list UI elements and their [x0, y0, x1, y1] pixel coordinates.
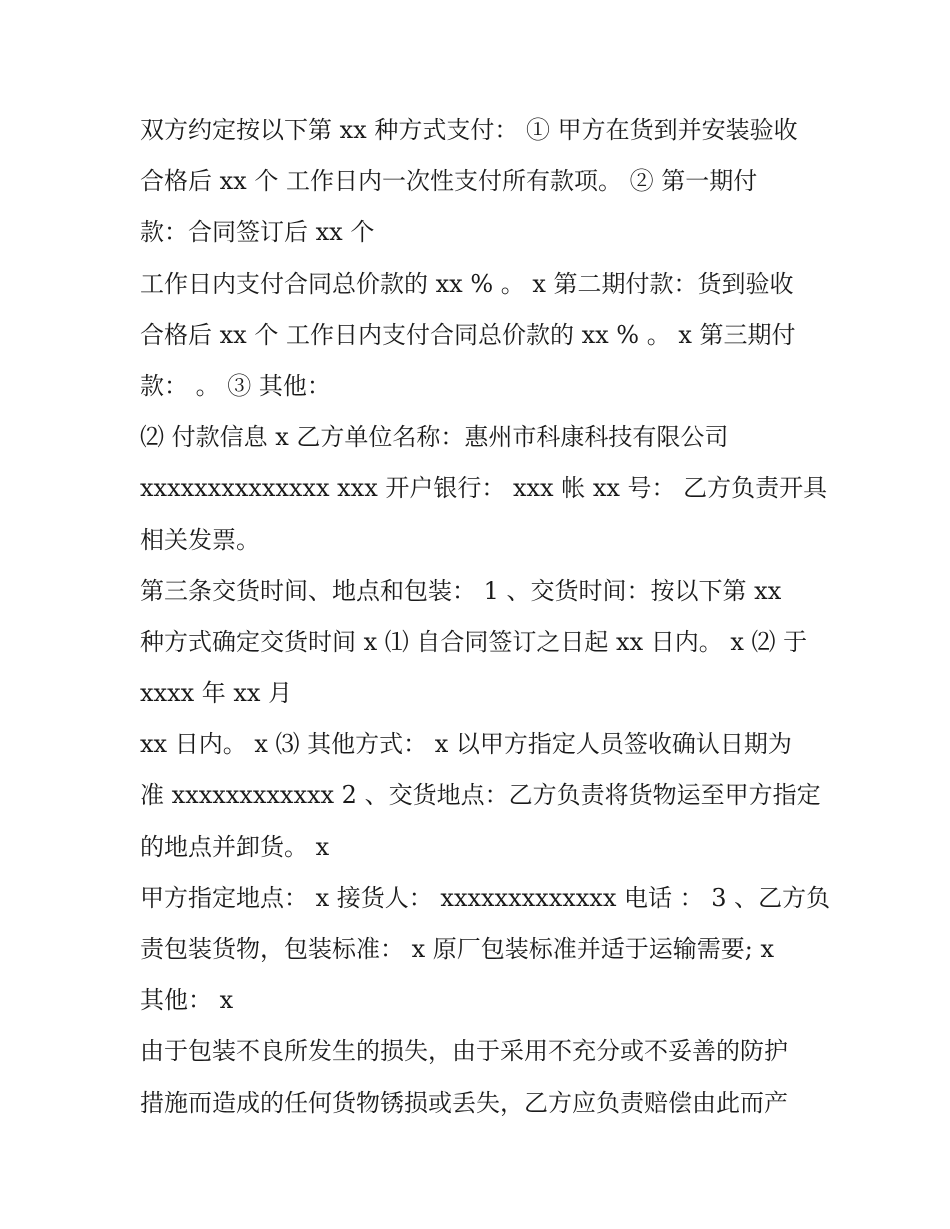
contract-text	[140, 105, 830, 1129]
text-line: 款： 。 ③ 其他：	[140, 371, 331, 400]
text-line: 工作日内支付合同总价款的 xx % 。 x 第二期付款：货到验收	[140, 269, 794, 298]
text-line: 合格后 xx 个 工作日内一次性支付所有款项。 ② 第一期付	[140, 167, 758, 196]
text-line: 准 xxxxxxxxxxxx 2 、交货地点：乙方负责将货物运至甲方指定	[140, 781, 821, 810]
text-line: 其他： x	[140, 986, 234, 1015]
text-line: 的地点并卸货。 x	[140, 832, 330, 861]
text-line: 双方约定按以下第 xx 种方式支付： ① 甲方在货到并安装验收	[140, 116, 798, 144]
text-line: 第三条交货时间、地点和包装： 1 、交货时间：按以下第 xx	[140, 576, 782, 605]
text-line: 相关发票。	[140, 525, 260, 554]
text-line: 甲方指定地点： x 接货人： xxxxxxxxxxxxx 电话 ： 3 、乙方负	[140, 883, 830, 912]
text-line: 款：合同签订后 xx 个	[140, 218, 375, 247]
text-line: 责包装货物，包装标准： x 原厂包装标准并适于运输需要; x	[140, 935, 775, 963]
text-line: xxxxxxxxxxxxxx xxx 开户银行： xxx 帐 xx 号： 乙方负责开具	[140, 474, 828, 503]
text-line: 措施而造成的任何货物锈损或丢失，乙方应负责赔偿由此而产	[140, 1088, 788, 1117]
text-line: 种方式确定交货时间 x ⑴ 自合同签订之日起 xx 日内。 x ⑵ 于	[140, 627, 808, 656]
text-line: 由于包装不良所发生的损失，由于采用不充分或不妥善的防护	[140, 1037, 788, 1066]
text-line: xx 日内。 x ⑶ 其他方式： x 以甲方指定人员签收确认日期为	[140, 730, 792, 759]
text-line: ⑵ 付款信息 x 乙方单位名称：惠州市科康科技有限公司	[140, 423, 729, 452]
text-line: 合格后 xx 个 工作日内支付合同总价款的 xx % 。 x 第三期付	[140, 320, 796, 349]
text-line: xxxx 年 xx 月	[140, 679, 293, 708]
